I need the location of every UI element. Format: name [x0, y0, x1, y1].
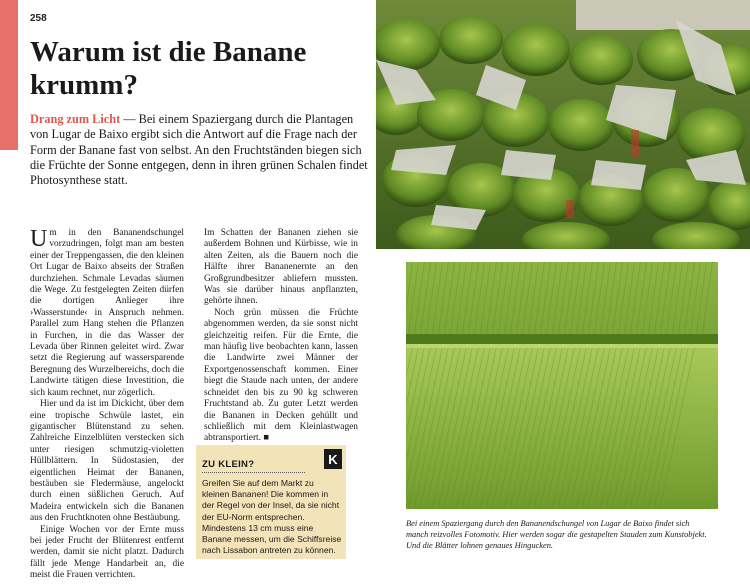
banana-leaf-photo [406, 262, 718, 509]
article-paragraph: Hier und da ist im Dickicht, über dem eine tropische Schwüle lastet, ein gigantischer Blütenstand zu sehen. Zahlreiche Einzelblüten verstecken sich unter riesigen schmutzig-violetten Hüllblättern. In Südostasien, der eigentlichen Heimat der Bananen, bestäuben sie Fledermäuse, angelockt durch einen süßlichen Geruch. Auf Madeira entwickeln sich die Bananen aus den Fruchtknoten ohne Bestäubung. [30, 399, 184, 524]
photo-caption: Bei einem Spaziergang durch den Bananendschungel von Lugar de Baixo findet sich manch reizvolles Fotomotiv. Hier werden sogar die gestapelten Stauden zum Kunstobjekt. Und die Blätter lohnen genaues Hingucken. [406, 519, 707, 550]
paragraph-text: m in den Bananendschungel vorzudringen, folgt man am besten einer der Treppengassen, die den kleinen Ort Lugar de Baixo abseits der Straßen durchziehen. Schmale Levadas säumen die Wege. Zu festgelegten Zeiten dürfen die dortigen Anlieger ihre ›Wasserstunde‹ in Anspruch nehmen. Parallel zum Hang stehen die Pflanzen in Furchen, in die das Wasser der Levada über Rinnen geleitet wird. Zwar setzt die Regierung auf wassersparende Beregnung des Wurzelbereichs, doch die Landwirte tätigen diese Investition, die sich kaum rechnet, nur zögerlich. [30, 228, 184, 398]
page-number: 258 [30, 13, 47, 24]
info-box-title: ZU KLEIN? [202, 459, 255, 470]
article-column-2 [204, 228, 358, 445]
dropcap: U [30, 226, 48, 252]
article-paragraph: Noch grün müssen die Früchte abgenommen werden, da sie sonst nicht gleichzeitig reifen. Für die Ernte, die man häufig live beobachten kann, lassen die Landwirte zwei Männer der Exportgenossenschaft kommen. Einer biegt die Staude nach unten, der andere schneidet den bis zu 90 kg schweren Fruchtstand ab. Zu guter Letzt werden die Bananen in Decken gehüllt und schließlich mit dem Kleinlastwagen abtransportiert. ■ [204, 307, 358, 444]
lead-paragraph [30, 112, 368, 188]
article-paragraph [30, 228, 184, 399]
headline-line-1: Warum ist die Banane [30, 36, 307, 68]
headline-line-2: krumm? [30, 69, 138, 101]
lead-text: — Bei einem Spaziergang durch die Plantagen von Lugar de Baixo ergibt sich die Antwort auf die Frage nach der Form der Banane fast von selbst. An den Fruchtständen biegen sich die Früchte der Sonne entgegen, denn in ihren grünen Schalen findet Photosynthese statt. [30, 112, 368, 188]
info-box [196, 445, 346, 559]
article-paragraph: Einige Wochen vor der Ernte muss bei jeder Frucht der Blütenrest entfernt werden, damit sie nicht platzt. Dadurch fällt jede Menge Handarbeit an, die meist die Frauen verrichten. [30, 524, 184, 581]
info-box-badge-icon: K [324, 449, 342, 469]
article-paragraph: Im Schatten der Bananen ziehen sie außerdem Bohnen und Kürbisse, wie in alten Zeiten, als die Bauern noch die Hälfte ihrer Bananenernte an den Großgrundbesitzer abliefern mussten. Was sie darüber hinaus anpflanzten, gehörte ihnen. [204, 228, 358, 307]
banana-bunches-photo [376, 0, 750, 249]
article-column-1 [30, 228, 184, 582]
accent-bar [0, 0, 18, 150]
lead-kicker: Drang zum Licht [30, 112, 121, 126]
info-box-text: Greifen Sie auf dem Markt zu kleinen Bananen! Die kommen in der Regel von der Insel, da sie nicht der EU-Norm entsprechen. Mindestens 13 cm muss eine Banane messen, um die Schiffsreise nach Lissabon antreten zu können. [202, 478, 342, 556]
headline [30, 36, 360, 102]
info-box-divider [202, 472, 305, 473]
